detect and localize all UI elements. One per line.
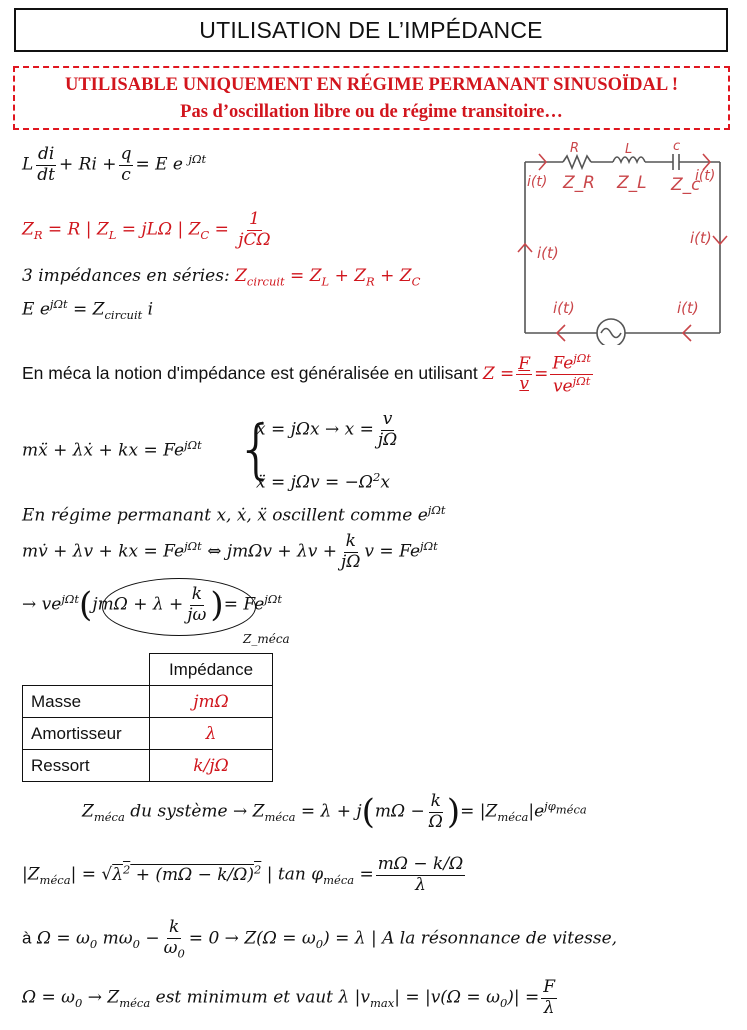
page-title: UTILISATION DE L’IMPÉDANCE [14, 8, 728, 52]
impedance-table [22, 653, 273, 782]
warning-box [13, 66, 730, 130]
current-label-right: i(t) [690, 229, 712, 247]
impedance-definitions: $Z_R = R$ | $Z_L = jL\Omega$ | $Z_C$ = $\frac{1}{\text{jCΩ}}$ [22, 209, 271, 250]
zmeca-factorisation: → $ve^{j\Omega t}(jm\Omega + \lambda$ + $\frac{k}{j\omega}$ )= $Fe^{j\Omega t}$ [22, 584, 282, 626]
current-label-bottom-right: i(t) [677, 299, 699, 317]
velocity-equation: mv̇ + λv + kx = $Fe^{j\Omega t}$ ⇔ jmΩv + λv + $\frac{k}{j\Omega}$ $v = Fe^{j\Omega t}$ [22, 531, 438, 572]
velocity-relation: ẋ = jΩx → x = $\frac{v}{j\Omega}$ [256, 409, 398, 450]
table-header: Impédance [150, 654, 273, 686]
zmeca-modulus-phase: $|Z_{méca}| = √\lambda^2 + (m\Omega - k/\Omega)^2$ | $\tan \varphi_{méca}$ = $\frac{m\Omega - k/\Omega}{\lambda}$ [22, 854, 464, 895]
row-value: k/jΩ [150, 750, 273, 782]
current-label-top-left: i(t) [527, 174, 548, 190]
series-impedance: 3 impédances en séries: $Z_{circuit} = Z_L + Z_R + Z_C$ [22, 266, 421, 289]
resonance-condition: à $\Omega = \omega_0$ $m\omega_0$ − $\frac{k}{\omega_0}$ = $0 \to Z(\Omega = \omega_0) = \lambda$ | A la résonnance de vitesse, [22, 917, 618, 960]
current-label-top-right: i(t) [695, 168, 716, 184]
row-value: λ [150, 718, 273, 750]
regime-statement: En régime permanant x, ẋ, ẍ oscillent comme $e^{j\Omega t}$ [22, 503, 446, 526]
capacitor-label: c [673, 140, 681, 154]
table-corner [23, 654, 150, 686]
row-name: Amortisseur [23, 718, 150, 750]
acceleration-relation: ẍ = $j\Omega v = -\Omega^2x$ [256, 470, 390, 493]
zl-label: Z_L [617, 173, 647, 193]
warning-line-1: UTILISABLE UNIQUEMENT EN RÉGIME PERMANANT SINUSOÏDAL ! [64, 75, 678, 95]
rlc-circuit-diagram [515, 140, 740, 345]
minimum-statement: $\Omega = \omega_0 \to Z_{méca}$ est minimum et vaut λ $|v_{max}| = |v(\Omega = \omega_0)|$ = $\frac{F}{\lambda}$ [22, 977, 556, 1018]
row-value: jmΩ [150, 686, 273, 718]
table-row [23, 718, 273, 750]
meca-intro: En méca la notion d'impédance est généralisée en utilisant Z = $\frac{F}{v}$ = $\frac{Fe^{j\Omega t}}{ve^{j\Omega t}}$ [22, 351, 591, 397]
row-name: Masse [23, 686, 150, 718]
zmeca-system: $Z_{méca}$ du système → $Z_{méca} = \lambda + j(m\Omega$ − $\frac{k}{\Omega}$ )= $|Z_{méca}|e^{j\varphi_{méca}}$ [82, 791, 587, 833]
zmeca-label: Z_méca [243, 632, 290, 646]
resistor-label: R [570, 141, 580, 156]
system-brace: { [236, 413, 277, 487]
inductor-label: L [625, 142, 633, 157]
table-row [23, 686, 273, 718]
zc-label: Z_c [671, 175, 701, 195]
row-name: Ressort [23, 750, 150, 782]
warning-line-2: Pas d’oscillation libre ou de régime transitoire… [180, 102, 563, 122]
zr-label: Z_R [563, 173, 595, 193]
current-label-left: i(t) [537, 244, 559, 262]
table-row [23, 750, 273, 782]
circuit-ode: L $\frac{di}{dt}$ + Ri + $\frac{q}{c}$ = E e $^{j\Omega t}$ [22, 144, 207, 185]
ohm-law: E $e^{j\Omega t} = Z_{circuit}$ i [22, 297, 154, 323]
current-label-bottom-left: i(t) [553, 299, 575, 317]
equation-of-motion: mẍ + λẋ + kx = $Fe^{j\Omega t}$ [22, 438, 202, 461]
